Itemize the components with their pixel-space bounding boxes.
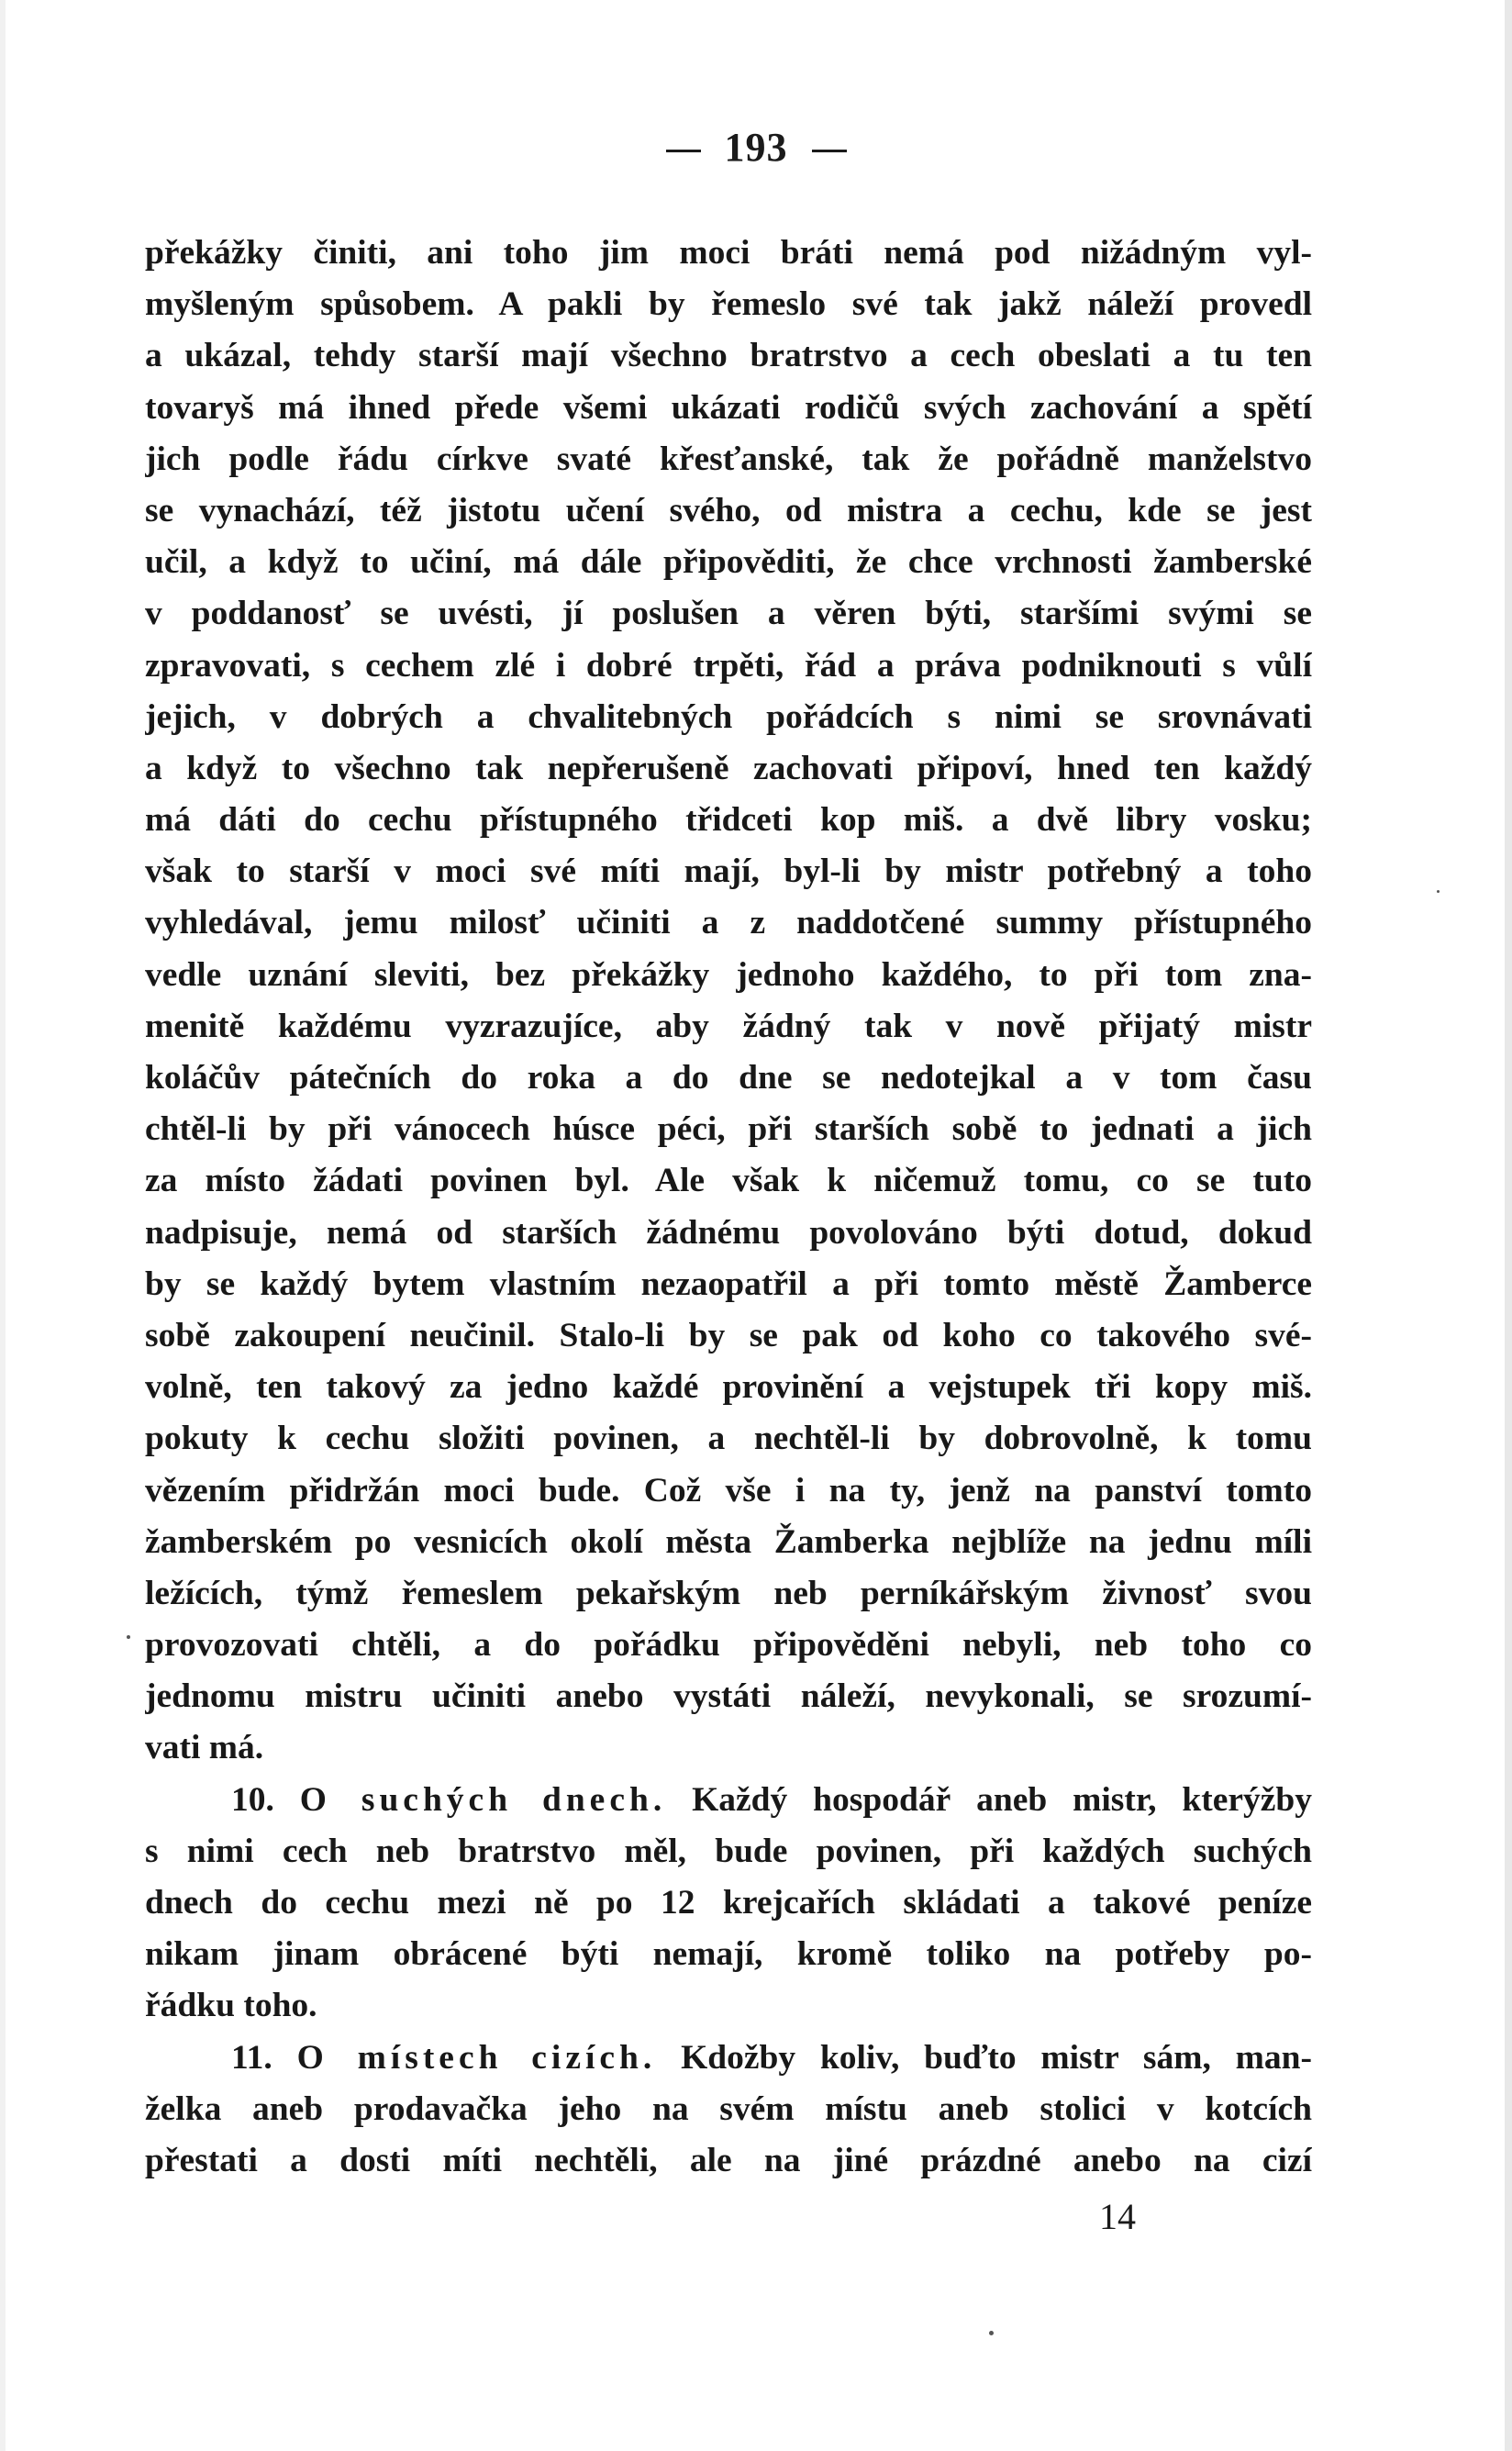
text-line: koláčův pátečních do roka a do dne se nedotejkal a v tom času — [145, 1059, 1312, 1097]
text-line: volně, ten takový za jedno každé provinění a vejstupek tři kopy miš. — [145, 1368, 1312, 1407]
section-10-title: O suchých dnech. — [299, 1780, 667, 1819]
text-line: jejich, v dobrých a chvalitebných pořádcích s nimi se srovnávati — [145, 697, 1312, 736]
text-line: dnech do cechu mezi ně po 12 krejcařích skládati a takové peníze — [145, 1884, 1312, 1922]
header-dash-left — [666, 150, 701, 152]
text-line: jich podle řádu církve svaté křesťanské, tak že pořádně manželstvo — [145, 440, 1312, 478]
header-dash-right — [812, 150, 847, 152]
text-line: řádku toho. — [145, 1987, 317, 2025]
text-line: želka aneb prodavačka jeho na svém místu aneb stolici v kotcích — [145, 2089, 1312, 2128]
text-line: vězením přidržán moci bude. Což vše i na ty, jenž na panství tomto — [145, 1471, 1312, 1510]
text-line: vedle uznání sleviti, bez překážky jednoho každého, to při tom zna- — [145, 955, 1312, 994]
text-line: sobě zakoupení neučinil. Stalo-li by se pak od koho co takového své- — [145, 1316, 1312, 1354]
section-11-heading-line — [145, 2033, 1312, 2084]
text-line: ležících, týmž řemeslem pekařským neb perníkářským živnosť svou — [145, 1574, 1312, 1612]
page-number: 193 — [724, 125, 788, 170]
scan-edge-right — [1505, 0, 1512, 2451]
text-line: zpravovati, s cechem zlé i dobré trpěti, řád a práva podniknouti s vůlí — [145, 646, 1312, 685]
text-line: by se každý bytem vlastním nezaopatřil a při tomto městě Žamberce — [145, 1264, 1312, 1303]
section-11-title: O místech cizích. — [296, 2038, 657, 2077]
text-line: menitě každému vyzrazujíce, aby žádný tak v nově přijatý mistr — [145, 1007, 1312, 1045]
text-line: a když to všechno tak nepřerušeně zachovati připoví, hned ten každý — [145, 749, 1312, 787]
section-10-heading-line — [145, 1775, 1312, 1826]
section-11-number: 11. — [231, 2038, 272, 2077]
signature-mark: 14 — [1099, 2196, 1136, 2237]
text-line: nadpisuje, nemá od starších žádnému povolováno býti dotud, dokud — [145, 1213, 1312, 1252]
text-line: chtěl-li by při vánocech húsce péci, při starších sobě to jednati a jich — [145, 1110, 1312, 1149]
text-line: má dáti do cechu přístupného třidceti kop miš. a dvě libry vosku; — [145, 801, 1312, 840]
text-line: však to starší v moci své míti mají, byl-li by mistr potřebný a toho — [145, 852, 1312, 891]
page-header — [0, 124, 1512, 171]
text-line: v poddanosť se uvésti, jí poslušen a věren býti, staršími svými se — [145, 595, 1312, 633]
text-line: tovaryš má ihned přede všemi ukázati rodičů svých zachování a spětí — [145, 388, 1312, 427]
text-line: pokuty k cechu složiti povinen, a nechtěl-li by dobrovolně, k tomu — [145, 1420, 1312, 1458]
text-line: jednomu mistru učiniti anebo vystáti náleží, nevykonali, se srozumí- — [145, 1677, 1312, 1716]
text-line: nikam jinam obrácené býti nemají, kromě toliko na potřeby po- — [145, 1935, 1312, 1974]
scan-speck — [989, 2331, 994, 2335]
text-line: myšleným spůsobem. A pakli by řemeslo své tak jakž náleží provedl — [145, 285, 1312, 324]
text-line: žamberském po vesnicích okolí města Žamberka nejblíže na jednu míli — [145, 1522, 1312, 1561]
text-line: vati má. — [145, 1729, 264, 1767]
text-line: za místo žádati povinen byl. Ale však k ničemuž tomu, co se tuto — [145, 1162, 1312, 1200]
text-line: s nimi cech neb bratrstvo měl, bude povinen, při každých suchých — [145, 1832, 1312, 1870]
text-line: a ukázal, tehdy starší mají všechno bratrstvo a cech obeslati a tu ten — [145, 337, 1312, 375]
scan-edge-left — [0, 0, 6, 2451]
scan-speck — [127, 1635, 130, 1639]
section-10-text: Každý hospodář aneb mistr, kterýžby — [692, 1780, 1312, 1819]
text-line: překážky činiti, ani toho jim moci bráti nemá pod nižádným vyl- — [145, 234, 1312, 272]
scan-speck — [1437, 890, 1440, 893]
text-line: vyhledával, jemu milosť učiniti a z naddotčené summy přístupného — [145, 904, 1312, 942]
text-line: se vynachází, též jistotu učení svého, od mistra a cechu, kde se jest — [145, 491, 1312, 529]
section-11-text: Kdožby koliv, buďto mistr sám, man- — [681, 2038, 1312, 2077]
text-line: učil, a když to učiní, má dále připověditi, že chce vrchnosti žamberské — [145, 543, 1312, 582]
text-line: provozovati chtěli, a do pořádku připověděni nebyli, neb toho co — [145, 1626, 1312, 1665]
section-10-number: 10. — [231, 1780, 274, 1819]
body-text — [145, 228, 1312, 2187]
text-line: přestati a dosti míti nechtěli, ale na jiné prázdné anebo na cizí — [145, 2141, 1312, 2179]
